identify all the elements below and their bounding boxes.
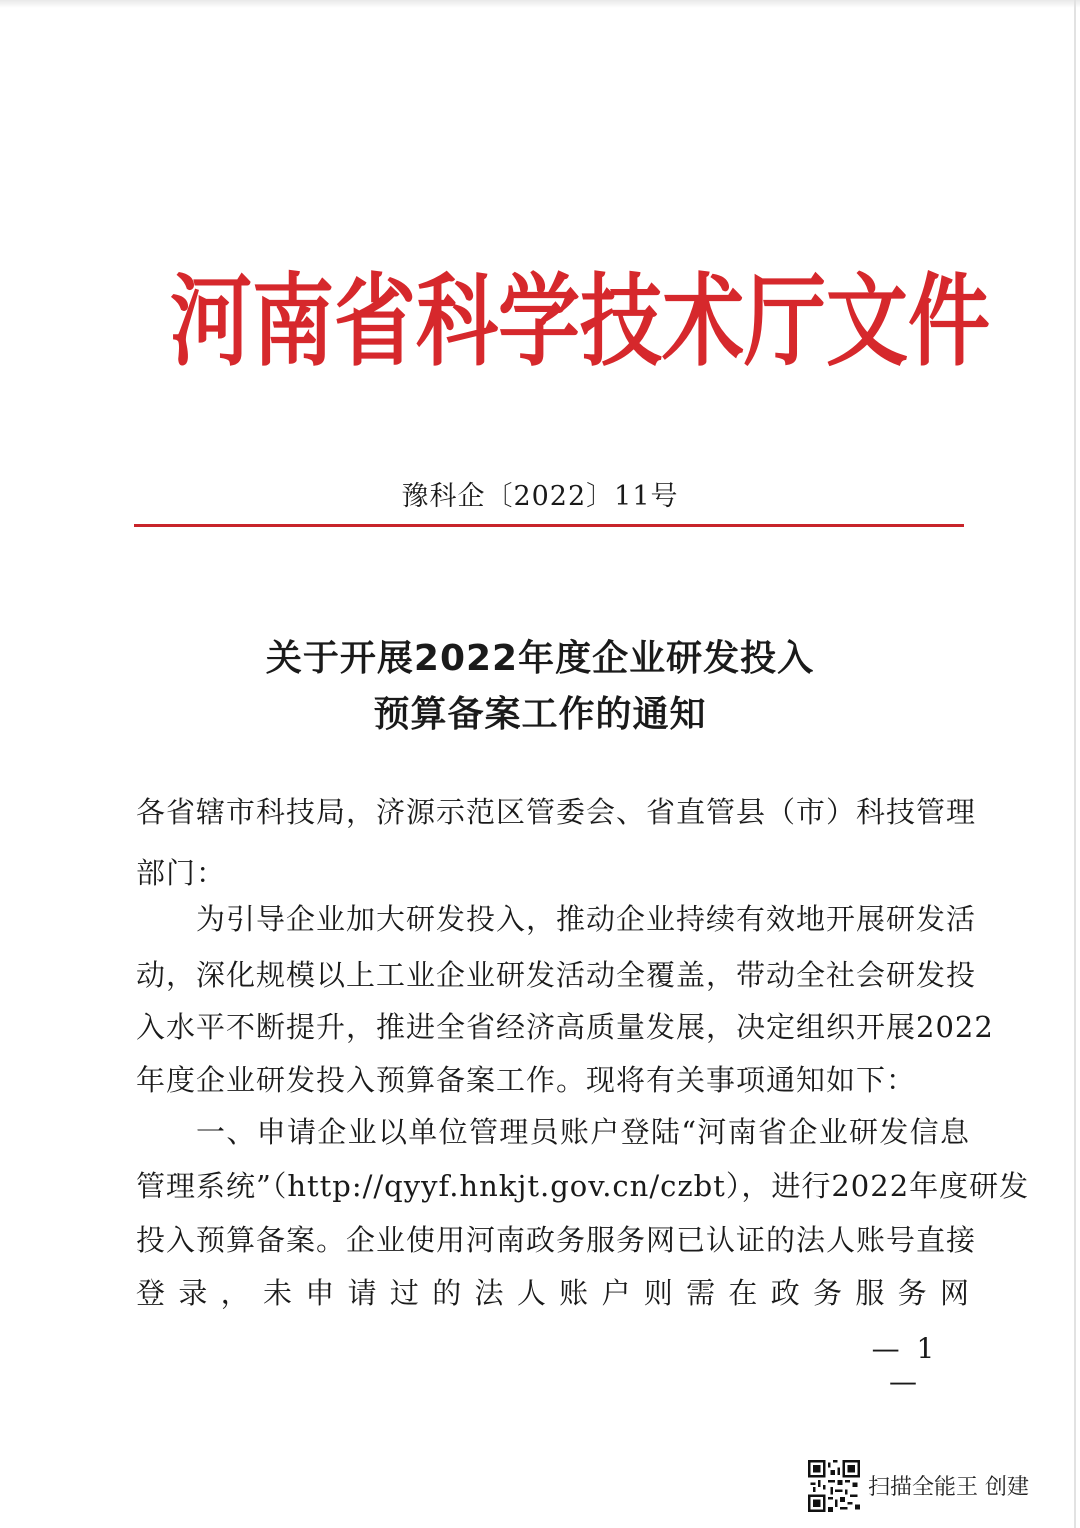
body-paragraph-line: 管理系统”（http://qyyf.hnkjt.gov.cn/czbt），进行2022年度研发 — [136, 1169, 1030, 1203]
body-paragraph-line: 入水平不断提升，推进全省经济高质量发展，决定组织开展2022 — [136, 1010, 994, 1044]
document-masthead: 河南省科学技术厅文件 — [170, 264, 991, 381]
body-paragraph-line: 动，深化规模以上工业企业研发活动全覆盖，带动全社会研发投 — [136, 958, 977, 992]
scan-edge — [1074, 0, 1076, 1528]
qr-code-icon — [808, 1460, 860, 1512]
document-number: 豫科企〔2022〕11号 — [401, 481, 679, 512]
notice-title-line-1: 关于开展2022年度企业研发投入 — [265, 638, 815, 679]
notice-title-line-2: 预算备案工作的通知 — [373, 694, 707, 735]
body-paragraph-line: 投入预算备案。企业使用河南政务服务网已认证的法人账号直接 — [136, 1223, 977, 1257]
addressee-line-end: 部门： — [136, 856, 227, 890]
body-paragraph-line: 登录，未申请过的法人账户则需在政务服务网 — [136, 1276, 970, 1310]
page-number: — 1 — — [871, 1332, 939, 1398]
scanner-watermark-text: 扫描全能王 创建 — [868, 1475, 1029, 1500]
body-paragraph-line: 一、申请企业以单位管理员账户登陆“河南省企业研发信息 — [196, 1115, 970, 1149]
body-paragraph-line: 为引导企业加大研发投入，推动企业持续有效地开展研发活 — [196, 902, 977, 936]
body-paragraph-line: 年度企业研发投入预算备案工作。现将有关事项通知如下： — [136, 1063, 917, 1097]
red-divider-rule — [134, 524, 964, 527]
scanner-watermark — [808, 1460, 1068, 1516]
addressee-line: 各省辖市科技局，济源示范区管委会、省直管县（市）科技管理 — [136, 795, 977, 829]
scan-top-strip — [0, 0, 1080, 8]
